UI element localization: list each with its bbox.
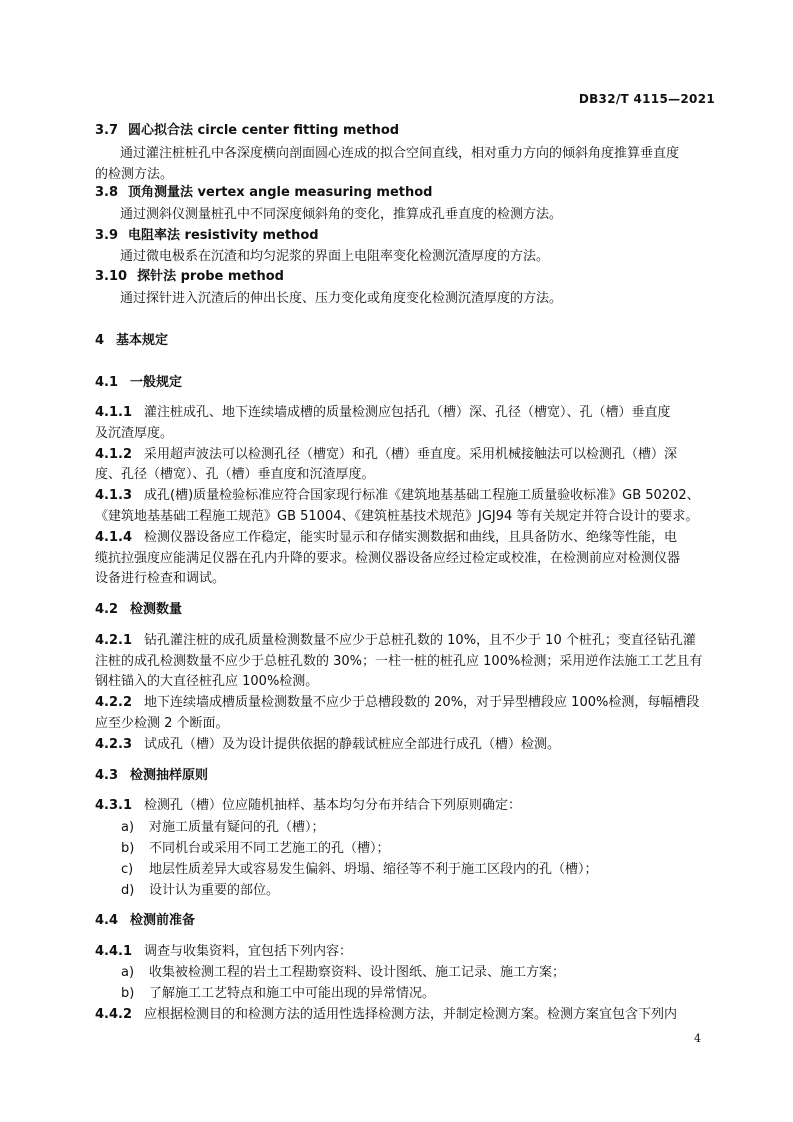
clause-4-2-3: 4.2.3 试成孔（槽）及为设计提供依据的静载试桩应全部进行成孔（槽）检测。 [95,737,561,752]
term-3-10-desc-line: 通过探针进入沉渣后的伸出长度、压力变化或角度变化检测沉渣厚度的方法。 [120,291,563,306]
clause-4-1-3: 4.1.3 成孔(槽)质量检验标准应符合国家现行标准《建筑地基基础工程施工质量验收标准》GB 50202、 [95,488,700,503]
clause-4-1-2: 4.1.2 采用超声波法可以检测孔径（槽宽）和孔（槽）垂直度。采用机械接触法可以检测孔（槽）深 [95,447,678,462]
clause-4-1-4: 4.1.4 检测仪器设备应工作稳定，能实时显示和存储实测数据和曲线，且具备防水、绝缘等性能，电 [95,530,678,545]
list-item: c) 地层性质差异大或容易发生偏斜、坍塌、缩径等不利于施工区段内的孔（槽）； [121,862,598,877]
clause-4-3-1: 4.3.1 检测孔（槽）位应随机抽样、基本均匀分布并结合下列原则确定： [95,798,522,813]
term-3-8-desc-line: 通过测斜仪测量桩孔中不同深度倾斜角的变化，推算成孔垂直度的检测方法。 [120,207,563,222]
clause-4-1-3-cont: 《建筑地基基础工程施工规范》GB 51004、《建筑桩基技术规范》JGJ94 等有关规定并符合设计的要求。 [95,509,699,524]
clause-4-1-2-cont: 度、孔径（槽宽）、孔（槽）垂直度和沉渣厚度。 [95,467,375,482]
clause-4-4-2: 4.4.2 应根据检测目的和检测方法的适用性选择检测方法，并制定检测方案。检测方案宜包含下列内 [95,1007,678,1022]
document-code: DB32/T 4115—2021 [578,92,715,106]
chapter-4-heading: 4 基本规定 [95,333,169,348]
clause-4-2-1-cont: 注桩的成孔检测数量不应少于总桩孔数的 30%；一柱一桩的桩孔应 100%检测；采用逆作法施工工艺且有 [95,654,703,669]
term-3-7-heading: 3.7 圆心拟合法 circle center fitting method [95,123,400,138]
section-4-1-heading: 4.1 一般规定 [95,375,183,390]
clause-4-2-2: 4.2.2 地下连续墙成槽质量检测数量不应少于总槽段数的 20%，对于异型槽段应 100%检测，每幅槽段 [95,695,700,710]
term-3-7-desc-line: 通过灌注桩桩孔中各深度横向剖面圆心连成的拟合空间直线，相对重力方向的倾斜角度推算垂直度 [120,146,680,161]
clause-4-1-1: 4.1.1 灌注桩成孔、地下连续墙成槽的质量检测应包括孔（槽）深、孔径（槽宽）、孔（槽）垂直度 [95,405,671,420]
clause-4-2-1: 4.2.1 钻孔灌注桩的成孔质量检测数量不应少于总桩孔数的 10%，且不少于 10 个桩孔；变直径钻孔灌 [95,633,696,648]
list-item: a) 对施工质量有疑问的孔（槽）； [121,820,325,835]
list-item: d) 设计认为重要的部位。 [121,883,280,898]
section-4-4-heading: 4.4 检测前准备 [95,913,196,928]
clause-4-4-1: 4.4.1 调查与收集资料，宜包括下列内容： [95,944,353,959]
clause-4-2-2-cont: 应至少检测 2 个断面。 [95,716,229,731]
page-number: 4 [694,1032,701,1045]
term-3-10-heading: 3.10 探针法 probe method [95,269,284,284]
clause-4-1-4-cont: 缆抗拉强度应能满足仪器在孔内升降的要求。检测仪器设备应经过检定或校准，在检测前应对检测仪器 [95,551,681,566]
clause-4-1-1-cont: 及沉渣厚度。 [95,426,174,441]
list-item: b) 不同机台或采用不同工艺施工的孔（槽）； [121,841,390,856]
term-3-8-heading: 3.8 顶角测量法 vertex angle measuring method [95,185,433,200]
term-3-9-heading: 3.9 电阻率法 resistivity method [95,228,319,243]
term-3-9-desc-line: 通过微电极系在沉渣和均匀泥浆的界面上电阻率变化检测沉渣厚度的方法。 [120,249,550,264]
term-3-7-desc-line: 的检测方法。 [95,167,174,182]
section-4-2-heading: 4.2 检测数量 [95,602,183,617]
clause-4-1-4-cont: 设备进行检查和调试。 [95,571,226,586]
clause-4-2-1-cont: 钢柱锚入的大直径桩孔应 100%检测。 [95,674,319,689]
list-item: a) 收集被检测工程的岩土工程勘察资料、设计图纸、施工记录、施工方案； [121,965,566,980]
section-4-3-heading: 4.3 检测抽样原则 [95,768,209,783]
list-item: b) 了解施工工艺特点和施工中可能出现的异常情况。 [121,986,436,1001]
